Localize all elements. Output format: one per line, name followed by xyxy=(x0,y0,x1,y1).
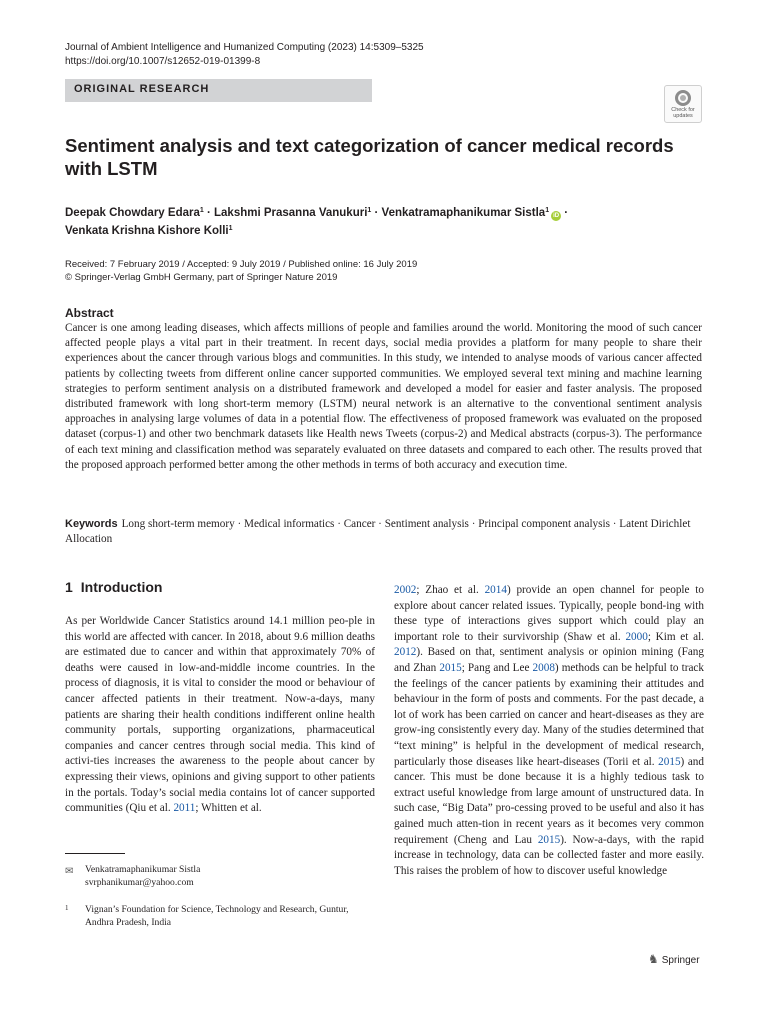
footnote-rule xyxy=(65,853,125,854)
copyright-line: © Springer-Verlag GmbH Germany, part of Springer Nature 2019 xyxy=(65,272,338,283)
dates-line: Received: 7 February 2019 / Accepted: 9 July 2019 / Published online: 16 July 2019 xyxy=(65,259,418,270)
affiliation-number: 1 xyxy=(65,904,69,912)
left-column xyxy=(65,614,375,817)
citation-link[interactable]: 2011 xyxy=(173,802,196,815)
check-for-updates-badge[interactable] xyxy=(664,85,702,123)
article-type-label: ORIGINAL RESEARCH xyxy=(74,83,210,95)
orcid-icon[interactable]: iD xyxy=(553,213,560,219)
citation-link[interactable]: 2008 xyxy=(532,661,555,674)
affiliation-marker: 1 xyxy=(228,225,233,232)
article-type-banner xyxy=(65,79,372,102)
author-name[interactable]: Lakshmi Prasanna Vanukuri xyxy=(214,207,368,219)
springer-horse-icon: ♞ xyxy=(648,952,659,966)
right-column xyxy=(394,583,704,879)
section-title: Introduction xyxy=(80,579,163,595)
text-run: ; Pang and Lee xyxy=(461,661,533,674)
badge-line-1: Check for xyxy=(671,107,695,113)
citation-link[interactable]: 2014 xyxy=(484,584,507,596)
keywords xyxy=(65,517,702,547)
text-run: ). Based on that, sentiment analysis or opinion mining (Fang and Zhan xyxy=(394,646,704,674)
badge-line-2: updates xyxy=(673,113,693,119)
corresponding-author xyxy=(85,864,200,889)
publisher-logo xyxy=(648,952,700,966)
journal-citation: Journal of Ambient Intelligence and Humanized Computing (2023) 14:5309–5325 xyxy=(65,42,424,53)
citation-link[interactable]: 2002 xyxy=(394,584,417,596)
author-separator: · xyxy=(371,207,382,219)
affiliation-marker: 1 xyxy=(199,207,204,214)
citation-link[interactable]: 2015 xyxy=(439,661,462,674)
abstract-text: Cancer is one among leading diseases, which affects millions of people and families around the world. Monitoring the mood of such cancer affected people plays a vital part in their treatment. In recent days, social media provides a platform for many people to share their experiences about the cancer through various blogs and communities. In this study, we intended to analyse moods of various cancer affected patients by collecting tweets from different online cancer supported communities. We employed several text mining and machine learning strategies to perform sentiment analysis on a distributed framework and developed a model for easier and faster analysis. The proposed distributed framework with long short-term memory (LSTM) neural network is an alternative to the conventional sentiment analysis approaches in analysing large volumes of data in a potential flow. The effectiveness of proposed framework was evaluated on the proposed dataset (corpus-1) and other two benchmark datasets like Health news Tweets (corpus-2) and Medical abstracts (corpus-3). The performance of each text mining and classification method was separately evaluated on three datasets and compared to each other. The results proved that the proposed approach performed better among the other methods in terms of both accuracy and execution time. xyxy=(65,322,702,471)
affiliation-marker: 1 xyxy=(367,207,372,214)
keywords-label: Keywords xyxy=(65,518,118,530)
paper-title: Sentiment analysis and text categorization of cancer medical records with LSTM xyxy=(65,135,674,179)
publication-dates xyxy=(65,258,417,284)
paragraph xyxy=(394,583,704,879)
text-run: ; Zhao et al. xyxy=(416,584,485,596)
abstract-heading: Abstract xyxy=(65,306,114,320)
section-heading xyxy=(65,579,162,595)
author-name[interactable]: Deepak Chowdary Edara xyxy=(65,207,200,219)
text-run: ; Whitten et al. xyxy=(195,802,262,815)
text-run: ; Kim et al. xyxy=(647,630,704,643)
affiliation-text: Vignan’s Foundation for Science, Technology and Research, Guntur, Andhra Pradesh, India xyxy=(85,904,349,928)
paragraph xyxy=(65,614,375,817)
doi-link[interactable]: https://doi.org/10.1007/s12652-019-01399-8 xyxy=(65,56,261,67)
publisher-name: Springer xyxy=(661,955,700,966)
author-separator: · xyxy=(561,207,569,219)
affiliation-marker: 1 xyxy=(545,207,550,214)
author-name[interactable]: Venkatramaphanikumar Sistla xyxy=(381,207,546,219)
text-run: ) provide an open channel for people to explore about cancer related issues. Typically, people bond-ing with these type of interactions gives support which could play an important role to their survivorship (Shaw et al. xyxy=(394,584,704,643)
text-run: ) and cancer. This must be done because it is a highly tedious task to extract useful knowledge from large amount of unstructured data. In such case, “Big Data” pro-cessing proved to be useful and also it has gained much atten-tion in recent years as it becomes very common requirement (Cheng and Lau xyxy=(394,755,704,846)
keywords-text: Long short-term memory · Medical informatics · Cancer · Sentiment analysis · Principal component analysis · Latent Dirichlet Allocation xyxy=(65,518,691,546)
check-updates-icon xyxy=(675,90,691,106)
text-run: ). Now-a-days, with the rapid increase in technology, data can be collected faster and more easily. This raises the problem of how to discover useful knowledge xyxy=(394,833,704,877)
contact-name: Venkatramaphanikumar Sistla xyxy=(85,864,201,875)
author-separator: · xyxy=(203,207,214,219)
citation-link[interactable]: 2015 xyxy=(537,833,561,846)
section-number: 1 xyxy=(65,579,73,595)
envelope-icon: ✉ xyxy=(65,866,74,877)
citation-link[interactable]: 2015 xyxy=(658,755,681,768)
contact-email[interactable]: svrphanikumar@yahoo.com xyxy=(85,876,194,888)
citation-link[interactable]: 2000 xyxy=(625,630,648,643)
text-run: As per Worldwide Cancer Statistics around 14.1 million peo-ple in this world are affected with cancer. In 2018, about 9.6 million deaths are estimated due to cancer and within that approximately 70% of deaths were caused in low-and-middle income countries. In the process of diagnosis, it is vital to consider the mood or behaviour of cancer affected patients in their treatment. Now-a-days, many patients are sharing their health conditions indifferent online health community portals, supporting organizations, pharmaceutical companies and cancer centres through social media. This kind of activi-ties increases the awareness to the people about cancer by expressing their views, opinions and giving support to other patients in the portals. Today’s social media contains lot of cancer supported communities (Qiu et al. xyxy=(65,615,375,815)
author-name[interactable]: Venkata Krishna Kishore Kolli xyxy=(65,225,229,237)
citation-link[interactable]: 2012 xyxy=(394,646,417,659)
text-run: ) methods can be helpful to track the feelings of the cancer patients by examining their attitudes and behaviour in the form of posts and comments. For the past decade, a lot of work has been carried on cancer and heart-diseases as they are grow-ing consistently every day. Many of the studies determined that “text mining” is helpful in the development of medical research, particularly those diseases like heart-diseases (Torii et al. xyxy=(394,661,704,768)
author-list xyxy=(65,203,685,239)
